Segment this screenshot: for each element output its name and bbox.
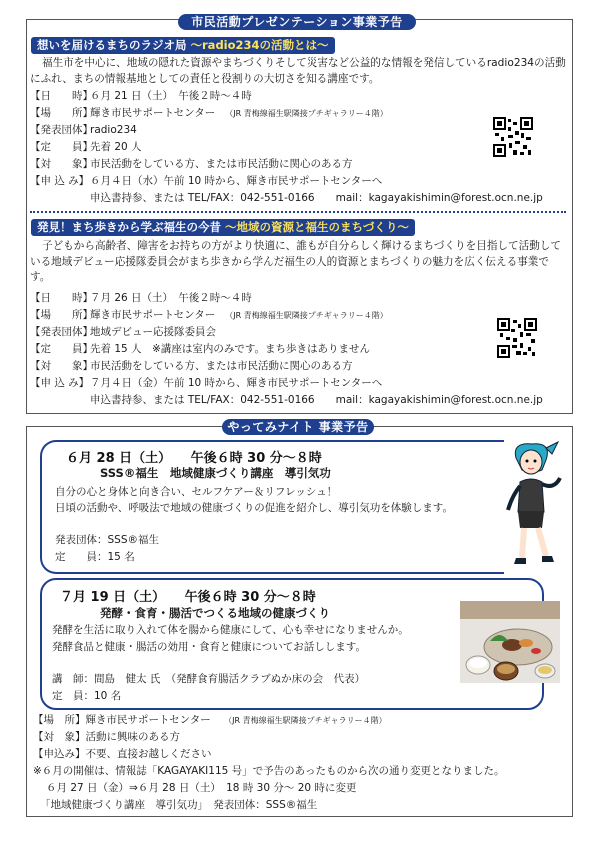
info-row-org (30, 324, 216, 340)
row-label: 【場 所】 (30, 107, 93, 119)
info-row-apply (30, 375, 382, 391)
qr-code-icon[interactable] (497, 318, 537, 358)
info-row-place (30, 105, 388, 121)
qigong-girl-illustration (502, 440, 564, 575)
row-value: 先着 15 人 ※講座は室内のみです。まち歩きはありません (90, 343, 370, 355)
event-heading-main: 想いを届けるまちのラジオ局 (37, 38, 187, 52)
event-heading-main: 発見！まち歩きから学ぶ福生の今昔 (37, 220, 221, 234)
row-label: 【日 時】 (30, 292, 93, 304)
info-row-apply (30, 173, 382, 189)
common-target: 【対 象】活動に興味のある方 (33, 731, 180, 743)
event-heading-radio (31, 37, 335, 54)
info-row-contact (30, 392, 543, 408)
row-value: 市民活動をしている方、または市民活動に関心のある方 (90, 360, 353, 372)
event-desc-2: 発酵食品と健康・腸活の効用・食育と健康についてお話しします。 (52, 641, 366, 653)
row-value: 先着 20 人 (90, 141, 142, 153)
row-note: （JR 青梅線福生駅隣接プチギャラリー４階） (225, 311, 388, 320)
event-capacity: 定 員：15 名 (55, 551, 135, 563)
event-desc-1: 自分の心と身体と向き合い、セルフケアー＆リフレッシュ！ (55, 486, 338, 498)
common-place (33, 712, 387, 729)
row-value: radio234 (90, 124, 137, 136)
common-apply: 【申込み】不要、直接お越しください (33, 748, 212, 760)
event-date: ７月 19 日（土） 午後６時 30 分～８時 (60, 590, 316, 605)
common-place-text: 【場 所】輝き市民サポートセンター (33, 714, 211, 726)
change-detail: ６月 27 日（金）⇒６月 28 日（土） 18 時 30 分～ 20 時に変更 (46, 782, 357, 794)
change-event: 「地域健康づくり講座 導引気功」 発表団体：SSS®福生 (40, 799, 318, 811)
section-banner-night: やってみナイト 事業予告 (222, 419, 374, 435)
row-label: 【申 込 み】 (30, 377, 90, 389)
event-desc-2: 日頃の活動や、呼吸法で地域の健康づくりの促進を紹介し、導引気功を体験します。 (55, 502, 453, 514)
row-value: 輝き市民サポートセンター (90, 107, 216, 119)
row-label: 【日 時】 (30, 90, 93, 102)
info-row-place (30, 307, 388, 323)
row-value: 申込書持参、または TEL/FAX：042-551-0166 mail：kagayakishimin@forest.ocn.ne.jp (90, 394, 543, 406)
event-intro: 子どもから高齢者、障害をお持ちの方がより快適に、誰もが自分らしく輝けるまちづくりを目指して活動している地域デビュー応援隊委員会がまち歩きから学んだ福生の人的資源とまちづくりの魅力を広く伝える事業です。 (30, 240, 561, 283)
row-label: 【発表団体】 (30, 326, 93, 338)
change-notice: ※６月の開催は、情報誌「KAGAYAKI115 号」で予告のあったものから次の通り変更となりました。 (33, 765, 505, 777)
event-lecturer: 講 師：間島 健太 氏 （発酵食育腸活クラブぬか床の会 代表） (52, 673, 366, 685)
fermented-meal-photo (460, 601, 560, 683)
event-desc-1: 発酵を生活に取り入れて体を腸から健康にして、心も幸せになりませんか。 (52, 624, 409, 636)
row-label: 【対 象】 (30, 158, 93, 170)
qr-code-icon[interactable] (493, 117, 533, 157)
row-label: 【定 員】 (30, 343, 93, 355)
event-capacity: 定 員：10 名 (52, 690, 122, 702)
event-heading-walk (31, 219, 415, 236)
row-value: ６月 21 日（土） 午後２時～４時 (90, 90, 252, 102)
row-label: 【対 象】 (30, 360, 93, 372)
info-row-contact (30, 190, 543, 206)
info-row-target (30, 358, 353, 374)
event-intro: 福生市を中心に、地域の隠れた資源やまちづくりそして災害など公益的な情報を発信しているradio234の活動にふれ、まちの情報基地としての責任と役割りの大切さを知る講座です。 (30, 57, 566, 85)
row-note: （JR 青梅線福生駅隣接プチギャラリー４階） (225, 109, 388, 118)
common-place-note: （JR 青梅線福生駅隣接プチギャラリー４階） (224, 716, 387, 725)
row-value: ６月４日（水）午前 10 時から、輝き市民サポートセンターへ (90, 175, 383, 187)
row-value: 輝き市民サポートセンター (90, 309, 216, 321)
info-row-org (30, 122, 137, 138)
row-value: 申込書持参、または TEL/FAX：042-551-0166 mail：kagayakishimin@forest.ocn.ne.jp (90, 192, 543, 204)
row-value: ７月 26 日（土） 午後２時～４時 (90, 292, 252, 304)
row-label: 【発表団体】 (30, 124, 93, 136)
info-row-capacity (30, 139, 142, 155)
info-row-date (30, 290, 252, 306)
row-label: 【定 員】 (30, 141, 93, 153)
event-org: 発表団体：SSS®福生 (55, 534, 159, 546)
info-row-date (30, 88, 252, 104)
event-heading-highlight: ～地域の資源と福生のまちづくり～ (225, 220, 409, 234)
info-row-capacity (30, 341, 370, 357)
info-row-target (30, 156, 353, 172)
event-title: 発酵・食育・腸活でつくる地域の健康づくり (100, 606, 330, 620)
section-divider (30, 211, 566, 213)
row-value: 市民活動をしている方、または市民活動に関心のある方 (90, 158, 353, 170)
event-heading-highlight: ～radio234の活動とは～ (190, 38, 329, 52)
row-label: 【申 込 み】 (30, 175, 90, 187)
event-date: ６月 28 日（土） 午後６時 30 分～８時 (66, 451, 322, 466)
row-value: ７月４日（金）午前 10 時から、輝き市民サポートセンターへ (90, 377, 383, 389)
section-banner-presentation: 市民活動プレゼンテーション事業予告 (178, 14, 416, 30)
row-label: 【場 所】 (30, 309, 93, 321)
event-title: SSS®福生 地域健康づくり講座 導引気功 (100, 466, 331, 480)
row-value: 地域デビュー応援隊委員会 (90, 326, 216, 338)
